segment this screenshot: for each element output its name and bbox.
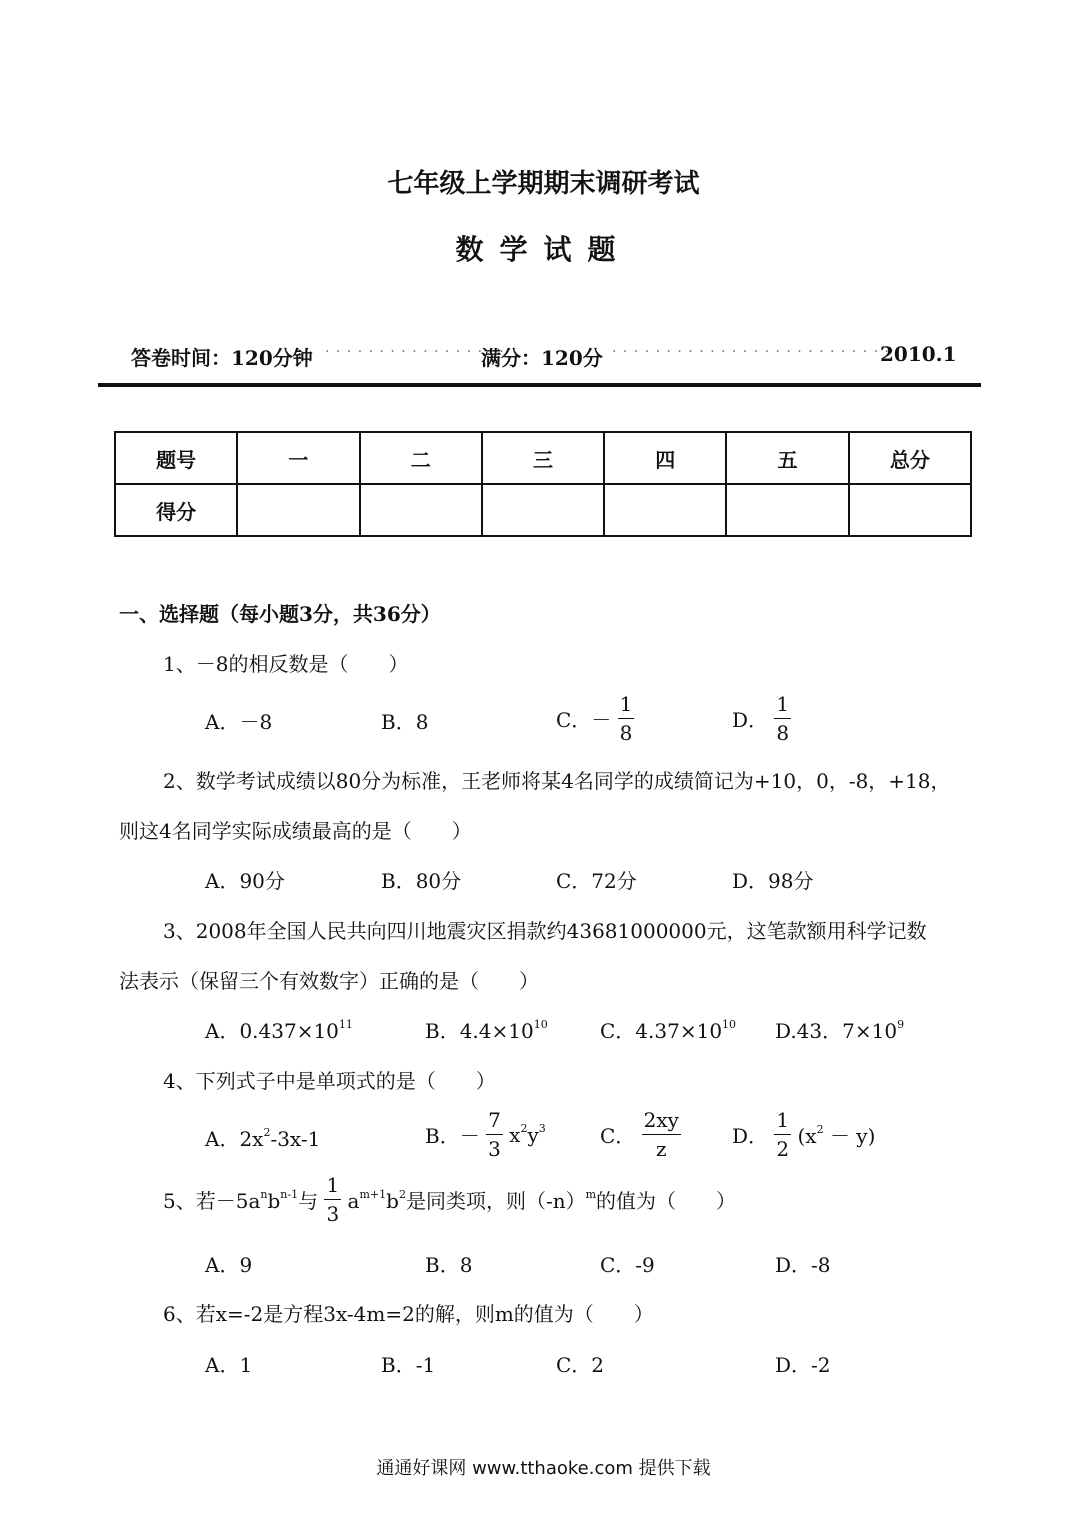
question-6-option-d: D．-2 [775,1353,831,1377]
score-header-cell: 一 [237,432,359,484]
numerator: 2xy [642,1110,681,1135]
numerator: 1 [324,1175,341,1200]
numerator: 1 [774,1110,791,1135]
stem-text: b [267,1189,281,1213]
question-5-option-b: B．8 [425,1253,473,1277]
question-4-stem: 4、下列式子中是单项式的是（ ） [163,1069,496,1093]
exponent: 9 [897,1018,905,1031]
score-input-cell[interactable] [237,484,359,536]
question-2-option-d: D．98分 [732,869,814,893]
fraction [774,694,791,743]
exponent: m+1 [359,1188,387,1201]
numerator: 1 [774,694,791,719]
fraction [324,1175,341,1224]
variable: y [527,1123,539,1147]
question-5-option-a: A．9 [205,1253,253,1277]
option-prefix: D． [732,1124,769,1148]
question-6-option-b: B．-1 [381,1353,436,1377]
stem-text: 的值为（ ） [596,1189,737,1213]
score-header-cell: 四 [604,432,726,484]
question-3-option-d [775,1015,904,1044]
option-prefix: B．－ [425,1124,480,1148]
denominator: z [656,1137,667,1161]
fraction [486,1110,503,1159]
option-text-rest: -3x-1 [270,1127,321,1151]
question-1-option-d [732,694,791,743]
score-input-cell[interactable] [726,484,848,536]
exponent: 2 [816,1123,824,1136]
answer-time: 答卷时间：120分钟 [131,346,313,370]
option-term [509,1122,546,1147]
section-heading: 一、选择题（每小题3分，共36分） [119,602,441,626]
question-3-line-2: 法表示（保留三个有效数字）正确的是（ ） [119,969,539,993]
stem-part [348,1185,736,1214]
question-6-option-a: A．1 [205,1353,253,1377]
question-6-option-c: C．2 [556,1353,605,1377]
question-1-option-c [556,694,634,743]
question-1-stem: 1、－8的相反数是（ ） [163,652,409,676]
question-2-line-1: 2、数学考试成绩以80分为标准，王老师将某4名同学的成绩简记为+10，0，-8，+18， [163,769,951,793]
score-header-cell: 五 [726,432,848,484]
score-header-cell: 总分 [849,432,971,484]
header-rule [98,383,981,387]
question-6-stem: 6、若x=-2是方程3x-4m=2的解，则m的值为（ ） [163,1302,654,1326]
fraction [618,694,635,743]
score-input-cell[interactable] [360,484,482,536]
denominator: 3 [488,1137,501,1161]
option-prefix: C．－ [556,708,612,732]
score-row-label: 得分 [115,484,237,536]
option-text: (x [797,1124,817,1148]
question-3-option-b [425,1015,548,1044]
stem-part [163,1185,318,1214]
question-4-option-c [600,1110,681,1159]
score-table [114,431,972,537]
stem-text: 5、若－5a [163,1189,261,1213]
full-score: 满分：120分 [481,346,603,370]
option-text: B．4.4×10 [425,1019,534,1043]
question-5-option-d: D．-8 [775,1253,831,1277]
stem-text: 与 [298,1189,319,1213]
exponent: 3 [538,1122,546,1135]
denominator: 3 [326,1202,340,1226]
exam-subtitle: 数学试题 [455,233,632,266]
score-table-header-row [115,432,971,484]
denominator: 8 [776,721,790,745]
exponent: 11 [338,1018,353,1031]
exponent: 10 [722,1018,737,1031]
fraction [642,1110,681,1159]
numerator: 1 [618,694,635,719]
exponent: 2 [263,1126,271,1139]
question-5-option-c: C．-9 [600,1253,655,1277]
question-2-option-c: C．72分 [556,869,637,893]
stem-text: b [386,1189,399,1213]
exponent: 2 [398,1188,406,1201]
exponent: 10 [533,1018,548,1031]
variable: x [509,1123,521,1147]
numerator: 7 [486,1110,503,1135]
question-5-stem [163,1175,736,1224]
exponent: 2 [520,1122,528,1135]
exponent: n [260,1188,268,1201]
question-2-option-a: A．90分 [205,869,285,893]
option-text: C．4.37×10 [600,1019,723,1043]
question-4-option-b [425,1110,546,1159]
score-header-cell: 三 [482,432,604,484]
stem-text: 是同类项，则（-n） [405,1189,586,1213]
question-3-line-1: 3、2008年全国人民共向四川地震灾区捐款约43681000000元，这笔款额用科学记数 [163,919,927,943]
dot-leader-2: . . . . . . . . . . . . . . . . . . . . . . . . . . . [612,340,901,356]
dot-leader-1: . . . . . . . . . . . . . . . . . [325,340,505,356]
question-4-option-a [205,1123,320,1152]
exponent: n-1 [280,1188,299,1201]
question-3-option-a [205,1015,353,1044]
question-2-line-2: 则这4名同学实际成绩最高的是（ ） [119,819,472,843]
question-2-option-b: B．80分 [381,869,462,893]
exam-title: 七年级上学期期末调研考试 [387,169,700,199]
score-input-cell[interactable] [482,484,604,536]
question-1-option-a: A．－8 [205,710,273,734]
exponent: m [585,1188,597,1201]
score-header-cell: 二 [360,432,482,484]
stem-text: a [347,1189,360,1213]
option-term [798,1120,876,1149]
question-1-option-b: B．8 [381,710,429,734]
score-input-cell[interactable] [604,484,726,536]
option-text: A．2x [205,1127,264,1151]
exam-date: 2010.1 [880,342,957,366]
score-table-score-row [115,484,971,536]
option-text: A．0.437×10 [205,1019,339,1043]
fraction [774,1110,791,1159]
option-text-rest: － y) [823,1124,876,1148]
score-header-cell: 题号 [115,432,237,484]
page-footer: 通通好课网 www.tthaoke.com 提供下载 [376,1458,711,1479]
score-input-cell[interactable] [849,484,971,536]
denominator: 8 [619,721,633,745]
option-text: D.43．7×10 [775,1019,898,1043]
question-4-option-d [732,1110,875,1159]
question-3-option-c [600,1015,736,1044]
denominator: 2 [776,1137,790,1161]
option-prefix: D． [732,708,769,732]
option-prefix: C． [600,1124,636,1148]
